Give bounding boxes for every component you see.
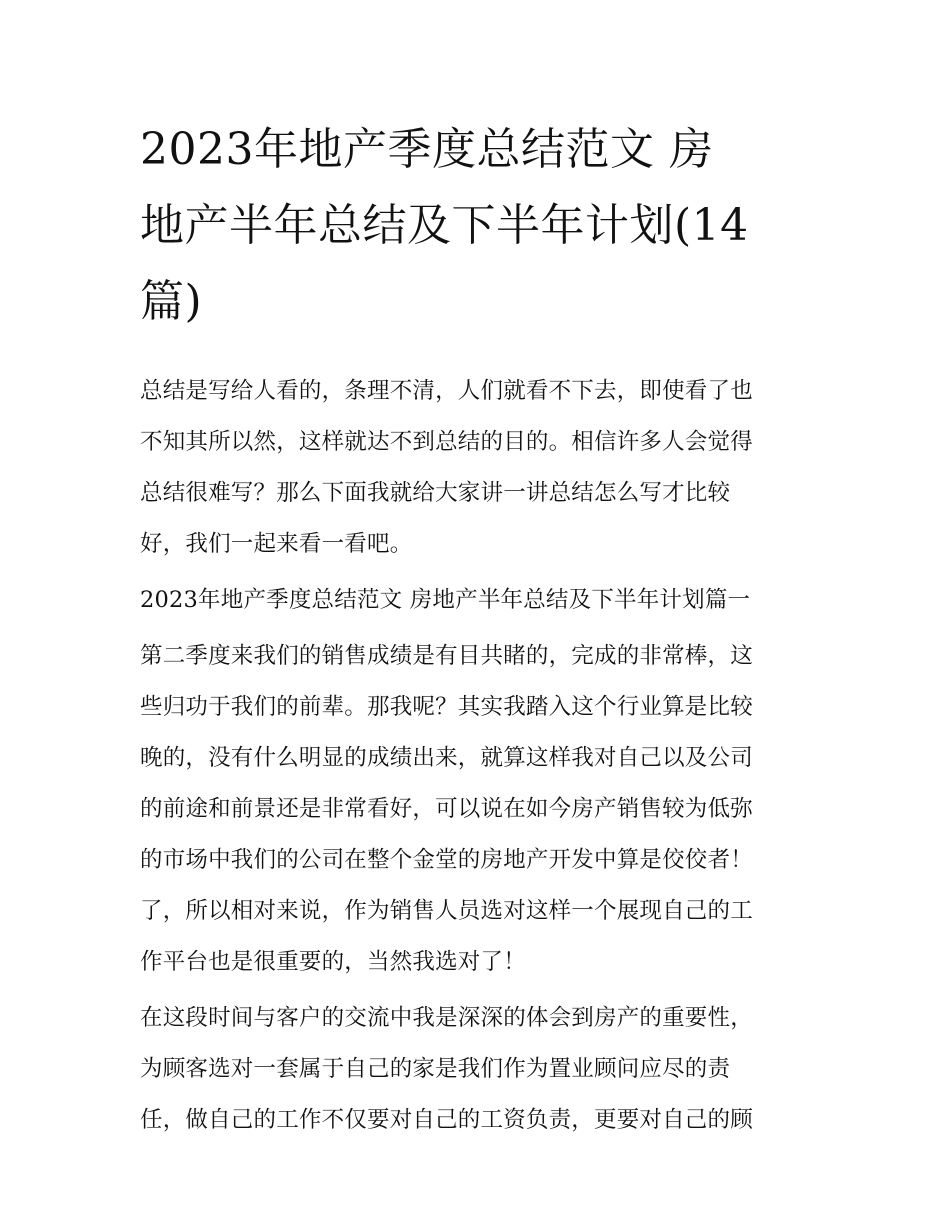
text-line: 作平台也是很重要的，当然我选对了！ <box>140 949 526 975</box>
document-body <box>140 366 812 1146</box>
body-paragraph <box>140 631 812 988</box>
section-heading <box>140 575 812 626</box>
title-line: 2023年地产季度总结范文 房 <box>140 124 714 175</box>
text-line: 2023年地产季度总结范文 房地产半年总结及下半年计划篇一 <box>140 587 751 613</box>
text-line: 的前途和前景还是非常看好，可以说在如今房产销售较为低弥 <box>140 796 753 822</box>
text-line: 任，做自己的工作不仅要对自己的工资负责，更要对自己的顾 <box>140 1107 753 1133</box>
text-line: 在这段时间与客户的交流中我是深深的体会到房产的重要性， <box>140 1005 753 1031</box>
intro-paragraph <box>140 366 812 570</box>
text-line: 不知其所以然，这样就达不到总结的目的。相信许多人会觉得 <box>140 429 753 455</box>
body-paragraph <box>140 993 812 1146</box>
document-title <box>140 112 812 340</box>
title-line: 地产半年总结及下半年计划(14 <box>140 200 749 251</box>
text-line: 的市场中我们的公司在整个金堂的房地产开发中算是佼佼者！ <box>140 847 753 873</box>
title-line: 篇) <box>140 276 203 327</box>
text-line: 为顾客选对一套属于自己的家是我们作为置业顾问应尽的责 <box>140 1056 731 1082</box>
text-line: 好，我们一起来看一看吧。 <box>140 531 413 557</box>
text-line: 总结很难写？那么下面我就给大家讲一讲总结怎么写才比较 <box>140 480 731 506</box>
text-line: 晚的，没有什么明显的成绩出来，就算这样我对自己以及公司 <box>140 745 753 771</box>
text-line: 第二季度来我们的销售成绩是有目共睹的，完成的非常棒，这 <box>140 643 753 669</box>
text-line: 些归功于我们的前辈。那我呢？其实我踏入这个行业算是比较 <box>140 694 753 720</box>
document-content <box>140 112 812 1151</box>
text-line: 了，所以相对来说，作为销售人员选对这样一个展现自己的工 <box>140 898 753 924</box>
text-line: 总结是写给人看的，条理不清，人们就看不下去，即使看了也 <box>140 378 753 404</box>
